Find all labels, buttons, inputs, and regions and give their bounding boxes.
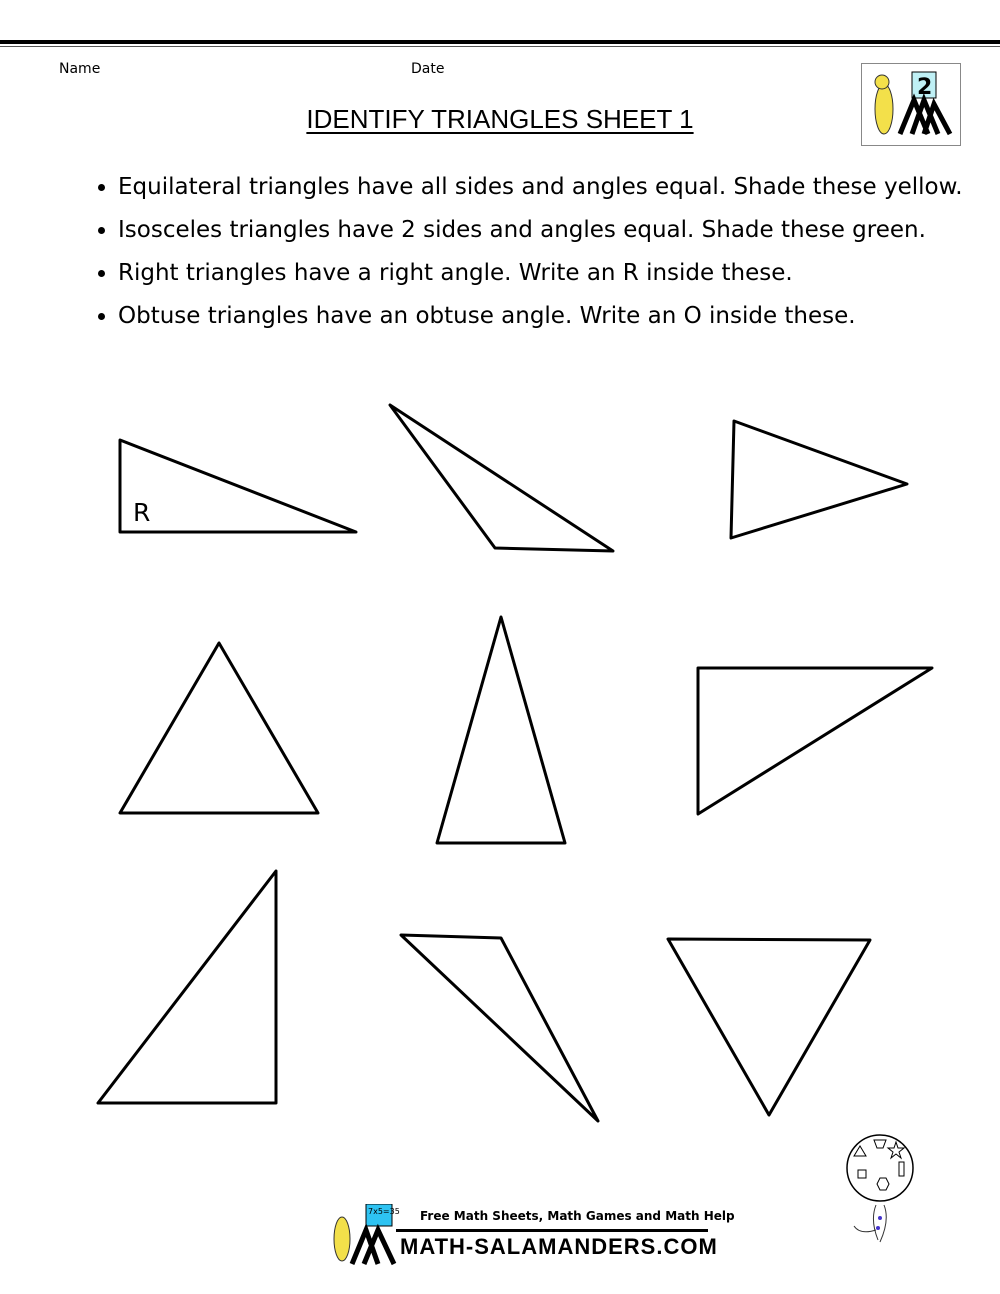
instruction-right: • Right triangles have a right angle. Write an R inside these. — [118, 252, 998, 294]
footer-tagline: Free Math Sheets, Math Games and Math Help — [420, 1209, 735, 1223]
salamander-mascot-icon — [840, 1130, 920, 1250]
triangle-4 — [120, 643, 318, 813]
name-label: Name — [59, 61, 101, 77]
example-answer-label: R — [133, 498, 151, 527]
triangle-8 — [401, 935, 598, 1121]
triangle-7 — [98, 871, 276, 1103]
instruction-obtuse: • Obtuse triangles have an obtuse angle. Write an O inside these. — [118, 295, 998, 337]
triangle-6 — [698, 668, 932, 814]
page-title: IDENTIFY TRIANGLES SHEET 1 — [306, 104, 694, 134]
triangle-1 — [120, 440, 356, 532]
date-label: Date — [411, 61, 445, 77]
instruction-equilateral: • Equilateral triangles have all sides and angles equal. Shade these yellow. — [118, 166, 998, 208]
triangle-3 — [731, 421, 907, 538]
footer-board-text: 7x5=35 — [368, 1207, 400, 1216]
grade-number: 2 — [917, 75, 933, 100]
triangle-9 — [668, 939, 870, 1115]
triangle-5 — [437, 617, 565, 843]
instruction-isosceles: • Isosceles triangles have 2 sides and angles equal. Shade these green. — [118, 209, 998, 251]
triangle-2 — [390, 405, 613, 551]
footer-site-name: MATH-SALAMANDERS.COM — [400, 1234, 718, 1259]
footer-rule — [396, 1229, 708, 1232]
